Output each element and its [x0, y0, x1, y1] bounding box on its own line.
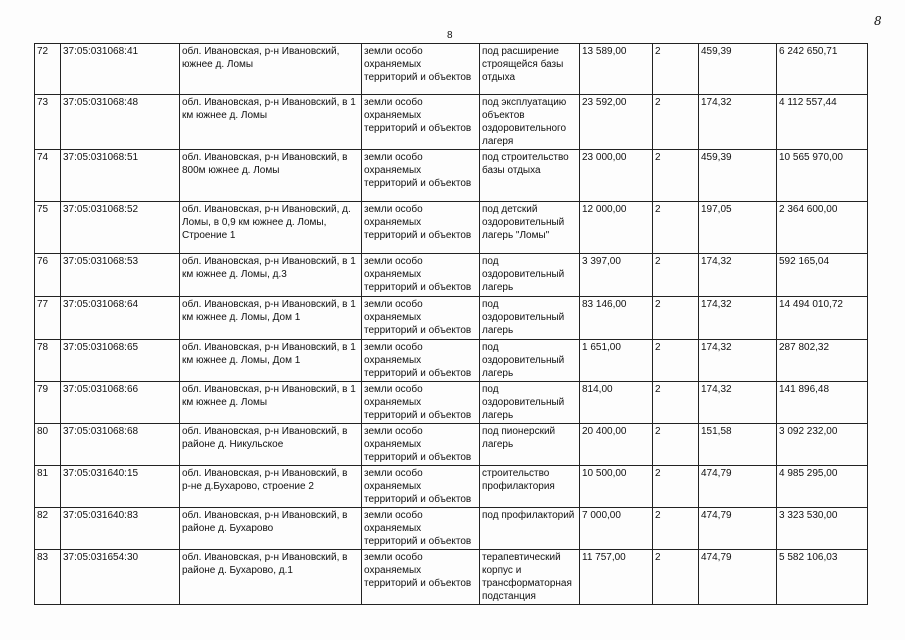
table-row: [35, 202, 868, 254]
table-row: [35, 297, 868, 340]
cadastral-value-cell: 287 802,32: [777, 340, 868, 382]
group-cell: 2: [653, 424, 699, 466]
cadastral-number-cell: 37:05:031068:41: [61, 44, 180, 95]
area-cell: 13 589,00: [580, 44, 653, 95]
table-row: [35, 44, 868, 95]
table-row: [35, 550, 868, 605]
cadastral-value-cell: 4 985 295,00: [777, 466, 868, 508]
cadastral-number-cell: 37:05:031068:51: [61, 150, 180, 202]
table-row: [35, 150, 868, 202]
row-number-cell: 79: [35, 382, 61, 424]
cadastral-number-cell: 37:05:031068:64: [61, 297, 180, 340]
rate-cell: 459,39: [699, 44, 777, 95]
group-cell: 2: [653, 550, 699, 605]
table-row: [35, 340, 868, 382]
permitted-use-cell: под эксплуатацию объектов оздоровительного лагеря: [480, 95, 580, 150]
address-cell: обл. Ивановская, р-н Ивановский, южнее д. Ломы: [180, 44, 362, 95]
row-number-cell: 76: [35, 254, 61, 297]
cadastral-value-cell: 3 092 232,00: [777, 424, 868, 466]
permitted-use-cell: под пионерский лагерь: [480, 424, 580, 466]
row-number-cell: 75: [35, 202, 61, 254]
cadastral-number-cell: 37:05:031640:83: [61, 508, 180, 550]
rate-cell: 474,79: [699, 550, 777, 605]
rate-cell: 474,79: [699, 508, 777, 550]
row-number-cell: 78: [35, 340, 61, 382]
row-number-cell: 82: [35, 508, 61, 550]
area-cell: 23 000,00: [580, 150, 653, 202]
row-number-cell: 72: [35, 44, 61, 95]
rate-cell: 174,32: [699, 254, 777, 297]
land-category-cell: земли особо охраняемых территорий и объектов: [362, 382, 480, 424]
address-cell: обл. Ивановская, р-н Ивановский, в районе д. Никульское: [180, 424, 362, 466]
table-row: [35, 382, 868, 424]
address-cell: обл. Ивановская, р-н Ивановский, в 1 км южнее д. Ломы: [180, 95, 362, 150]
address-cell: обл. Ивановская, р-н Ивановский, в районе д. Бухарово, д.1: [180, 550, 362, 605]
permitted-use-cell: под профилакторий: [480, 508, 580, 550]
group-cell: 2: [653, 466, 699, 508]
group-cell: 2: [653, 95, 699, 150]
row-number-cell: 81: [35, 466, 61, 508]
cadastral-number-cell: 37:05:031068:66: [61, 382, 180, 424]
land-category-cell: земли особо охраняемых территорий и объектов: [362, 254, 480, 297]
page-number: 8: [447, 30, 453, 41]
address-cell: обл. Ивановская, р-н Ивановский, в 1 км южнее д. Ломы, д.3: [180, 254, 362, 297]
rate-cell: 474,79: [699, 466, 777, 508]
cadastral-number-cell: 37:05:031068:53: [61, 254, 180, 297]
area-cell: 12 000,00: [580, 202, 653, 254]
cadastral-value-cell: 6 242 650,71: [777, 44, 868, 95]
area-cell: 814,00: [580, 382, 653, 424]
land-category-cell: земли особо охраняемых территорий и объектов: [362, 466, 480, 508]
area-cell: 3 397,00: [580, 254, 653, 297]
cadastral-value-cell: 141 896,48: [777, 382, 868, 424]
row-number-cell: 83: [35, 550, 61, 605]
area-cell: 23 592,00: [580, 95, 653, 150]
address-cell: обл. Ивановская, р-н Ивановский, в р-не д.Бухарово, строение 2: [180, 466, 362, 508]
cadastral-value-cell: 10 565 970,00: [777, 150, 868, 202]
group-cell: 2: [653, 508, 699, 550]
cadastral-value-cell: 592 165,04: [777, 254, 868, 297]
rate-cell: 174,32: [699, 340, 777, 382]
table-row: [35, 508, 868, 550]
address-cell: обл. Ивановская, р-н Ивановский, в 1 км южнее д. Ломы, Дом 1: [180, 297, 362, 340]
cadastral-number-cell: 37:05:031068:48: [61, 95, 180, 150]
row-number-cell: 73: [35, 95, 61, 150]
land-category-cell: земли особо охраняемых территорий и объектов: [362, 95, 480, 150]
area-cell: 20 400,00: [580, 424, 653, 466]
rate-cell: 197,05: [699, 202, 777, 254]
cadastral-number-cell: 37:05:031068:65: [61, 340, 180, 382]
area-cell: 7 000,00: [580, 508, 653, 550]
table-row: [35, 95, 868, 150]
row-number-cell: 74: [35, 150, 61, 202]
land-category-cell: земли особо охраняемых территорий и объектов: [362, 340, 480, 382]
group-cell: 2: [653, 254, 699, 297]
rate-cell: 174,32: [699, 297, 777, 340]
permitted-use-cell: терапевтический корпус и трансформаторная подстанция: [480, 550, 580, 605]
address-cell: обл. Ивановская, р-н Ивановский, в районе д. Бухарово: [180, 508, 362, 550]
cadastral-value-cell: 5 582 106,03: [777, 550, 868, 605]
cadastral-number-cell: 37:05:031640:15: [61, 466, 180, 508]
group-cell: 2: [653, 340, 699, 382]
table-row: [35, 466, 868, 508]
permitted-use-cell: под оздоровительный лагерь: [480, 382, 580, 424]
permitted-use-cell: под оздоровительный лагерь: [480, 254, 580, 297]
land-category-cell: земли особо охраняемых территорий и объектов: [362, 202, 480, 254]
table-body: [35, 44, 868, 605]
cadastral-value-cell: 4 112 557,44: [777, 95, 868, 150]
table-row: [35, 424, 868, 466]
cadastral-value-cell: 2 364 600,00: [777, 202, 868, 254]
land-category-cell: земли особо охраняемых территорий и объектов: [362, 508, 480, 550]
land-category-cell: земли особо охраняемых территорий и объектов: [362, 297, 480, 340]
address-cell: обл. Ивановская, р-н Ивановский, в 1 км южнее д. Ломы, Дом 1: [180, 340, 362, 382]
address-cell: обл. Ивановская, р-н Ивановский, в 800м южнее д. Ломы: [180, 150, 362, 202]
rate-cell: 174,32: [699, 95, 777, 150]
permitted-use-cell: под детский оздоровительный лагерь "Ломы": [480, 202, 580, 254]
permitted-use-cell: строительство профилактория: [480, 466, 580, 508]
permitted-use-cell: под оздоровительный лагерь: [480, 340, 580, 382]
cadastral-value-cell: 3 323 530,00: [777, 508, 868, 550]
group-cell: 2: [653, 297, 699, 340]
rate-cell: 151,58: [699, 424, 777, 466]
group-cell: 2: [653, 382, 699, 424]
land-parcels-table: [34, 43, 868, 605]
group-cell: 2: [653, 44, 699, 95]
cadastral-number-cell: 37:05:031654:30: [61, 550, 180, 605]
group-cell: 2: [653, 202, 699, 254]
cadastral-number-cell: 37:05:031068:52: [61, 202, 180, 254]
table-row: [35, 254, 868, 297]
address-cell: обл. Ивановская, р-н Ивановский, д. Ломы, в 0,9 км южнее д. Ломы, Строение 1: [180, 202, 362, 254]
address-cell: обл. Ивановская, р-н Ивановский, в 1 км южнее д. Ломы: [180, 382, 362, 424]
rate-cell: 174,32: [699, 382, 777, 424]
land-category-cell: земли особо охраняемых территорий и объектов: [362, 550, 480, 605]
land-category-cell: земли особо охраняемых территорий и объектов: [362, 44, 480, 95]
permitted-use-cell: под расширение строящейся базы отдыха: [480, 44, 580, 95]
area-cell: 83 146,00: [580, 297, 653, 340]
permitted-use-cell: под оздоровительный лагерь: [480, 297, 580, 340]
cadastral-number-cell: 37:05:031068:68: [61, 424, 180, 466]
permitted-use-cell: под строительство базы отдыха: [480, 150, 580, 202]
area-cell: 10 500,00: [580, 466, 653, 508]
group-cell: 2: [653, 150, 699, 202]
area-cell: 11 757,00: [580, 550, 653, 605]
rate-cell: 459,39: [699, 150, 777, 202]
land-category-cell: земли особо охраняемых территорий и объектов: [362, 150, 480, 202]
handwritten-page-number: 8: [874, 14, 882, 28]
area-cell: 1 651,00: [580, 340, 653, 382]
row-number-cell: 77: [35, 297, 61, 340]
land-category-cell: земли особо охраняемых территорий и объектов: [362, 424, 480, 466]
cadastral-value-cell: 14 494 010,72: [777, 297, 868, 340]
row-number-cell: 80: [35, 424, 61, 466]
